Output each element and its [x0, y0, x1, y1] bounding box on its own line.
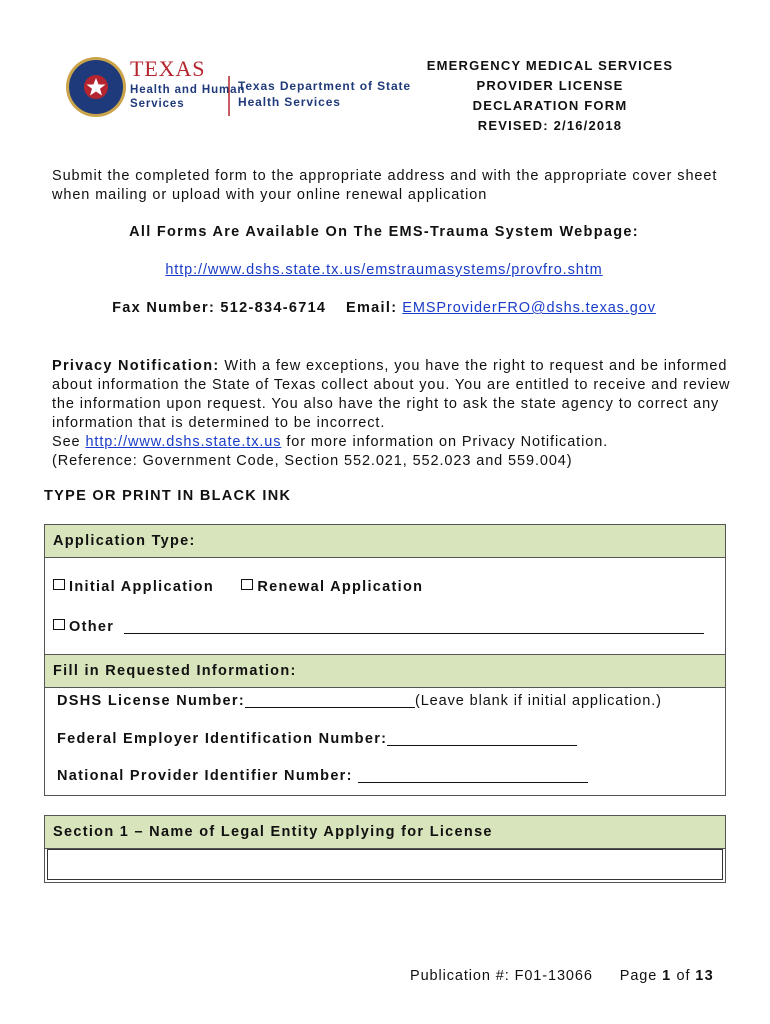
privacy-label: Privacy Notification: [52, 358, 220, 374]
npi-label: National Provider Identifier Number: [57, 768, 353, 784]
checkbox-label: Other [69, 619, 115, 635]
checkbox-icon [241, 579, 253, 590]
privacy-see: See [52, 434, 86, 450]
title-line: PROVIDER LICENSE [476, 78, 624, 93]
logo-texas: TEXAS [130, 56, 206, 81]
initial-application-checkbox[interactable] [53, 579, 214, 595]
email-link[interactable]: EMSProviderFRO@dshs.texas.gov [402, 300, 656, 316]
other-checkbox[interactable] [53, 619, 114, 635]
renewal-application-checkbox[interactable] [241, 579, 423, 595]
logo [64, 54, 411, 120]
checkbox-label: Initial Application [69, 579, 214, 595]
privacy-after: for more information on Privacy Notification. [281, 434, 609, 450]
svg-text:Texas Department of State: Texas Department of State [238, 79, 411, 93]
legal-entity-name-field[interactable] [47, 849, 723, 880]
texas-seal-icon [64, 54, 411, 120]
section-1 [44, 815, 726, 883]
privacy-reference: (Reference: Government Code, Section 552.021, 552.023 and 559.004) [52, 453, 573, 469]
svg-text:Services: Services [130, 98, 185, 110]
requested-information-section [44, 654, 726, 796]
privacy-notification [52, 357, 732, 471]
privacy-text: With a few exceptions, you have the right to request and be informed about information the State of Texas collect about you. You are entitled to receive and review the information upon request. You also have the right to ask the state agency to correct any information that is determined to be incorrect. [52, 358, 731, 431]
other-field[interactable] [124, 619, 704, 634]
email-label: Email: [346, 300, 398, 316]
section-header: Section 1 – Name of Legal Entity Applying for License [45, 816, 725, 849]
svg-text:Health Services: Health Services [238, 95, 341, 109]
fax-number: Fax Number: 512-834-6714 [112, 300, 327, 316]
application-type-section [44, 524, 726, 656]
ink-note: TYPE OR PRINT IN BLACK INK [44, 488, 292, 504]
revision-date: REVISED: 2/16/2018 [477, 118, 623, 133]
section-header: Fill in Requested Information: [45, 655, 725, 688]
license-note: (Leave blank if initial application.) [414, 693, 662, 709]
form-title [400, 56, 700, 136]
page-indicator: Page 1 of 13 [619, 968, 715, 984]
fein-label: Federal Employer Identification Number: [57, 731, 388, 747]
title-line: EMERGENCY MEDICAL SERVICES [426, 58, 674, 73]
privacy-link[interactable]: http://www.dshs.state.tx.us [85, 434, 282, 450]
checkbox-icon [53, 579, 65, 590]
forms-heading: All Forms Are Available On The EMS-Trauma System Webpage: [129, 224, 639, 240]
license-number-label: DSHS License Number: [57, 693, 245, 709]
forms-link[interactable]: http://www.dshs.state.tx.us/emstraumasystems/provfro.shtm [165, 262, 603, 278]
npi-field[interactable] [358, 768, 588, 783]
section-header: Application Type: [45, 525, 725, 558]
publication-number: Publication #: F01-13066 [410, 968, 593, 984]
title-line: DECLARATION FORM [472, 98, 628, 113]
intro-text: Submit the completed form to the appropriate address and with the appropriate cover sheet when mailing or upload with your online renewal application [52, 168, 718, 203]
checkbox-label: Renewal Application [257, 579, 424, 595]
svg-text:Health and Human: Health and Human [130, 84, 246, 96]
footer [410, 968, 714, 984]
license-number-field[interactable] [245, 693, 415, 708]
fein-field[interactable] [387, 731, 577, 746]
checkbox-icon [53, 619, 65, 630]
